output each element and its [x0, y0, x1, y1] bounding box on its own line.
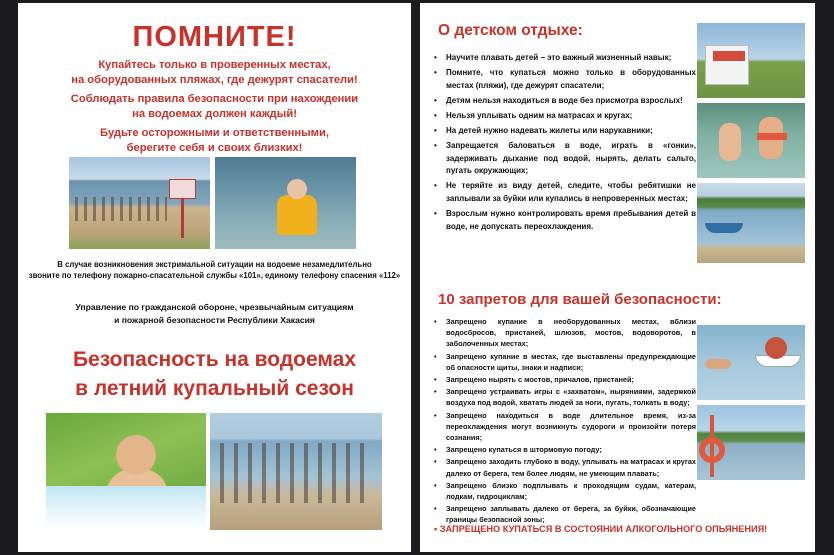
authority-name: Управление по гражданской обороне, чрезвычайным ситуациям и пожарной безопасности Республики Хакасия [75, 302, 354, 325]
list-item: • Запрещено нырять с мостов, причалов, пристаней; [434, 374, 696, 385]
children-rest-heading: О детском отдыхе: [438, 22, 583, 39]
list-item: • Научите плавать детей – это важный жизненный навык; [434, 52, 696, 65]
list-item: • Помните, что купаться можно только в оборудованных местах (пляжи), где дежурят спасатели; [434, 67, 696, 92]
lifebuoy-icon [699, 437, 725, 463]
beach-photo [69, 157, 210, 249]
rescue-station-photo [697, 23, 805, 98]
lifebuoy-photo [697, 405, 805, 480]
child-life-vest-photo [215, 157, 356, 249]
notice-rules: Соблюдать правила безопасности при нахождении на водоемах должен каждый! [70, 93, 359, 120]
boat-icon [705, 223, 743, 233]
children-rules-list [434, 52, 696, 236]
warning-sign-icon [169, 179, 196, 199]
child-splashing-photo [46, 413, 206, 530]
kids-in-water-photo [697, 103, 805, 178]
shore-people-photo [210, 413, 382, 530]
notice-careful: Будьте осторожными и ответственными, берегите себя и своих близких! [100, 127, 329, 154]
list-item: • Запрещается баловаться в воде, играть в «гонки», задерживать дыхание под водой, нырять, делать сальто, пугать окружающих; [434, 140, 696, 178]
ten-bans-heading: 10 запретов для вашей безопасности: [438, 291, 722, 308]
left-page [18, 3, 411, 552]
right-page [420, 3, 815, 552]
list-item: • Запрещено купаться в штормовую погоду; [434, 444, 696, 455]
list-item: • Детям нельзя находиться в воде без присмотра взрослых! [434, 95, 696, 108]
water-rescue-photo [697, 325, 805, 400]
list-item: • Запрещено устраивать игры с «захватом», ныряниями, задержкой воздуха под водой, хватать людей за ноги, пугать, толкать в воду; [434, 386, 696, 408]
list-item: • Запрещено заплывать далеко от берега, за буйки, обозначающие границы безопасной зоны; [434, 503, 696, 525]
list-item: • Запрещено купание в необорудованных местах, вблизи водосбросов, пристаней, шлюзов, мостов, водоворотов, в заболоченных местах; [434, 316, 696, 350]
list-item: • На детей нужно надевать жилеты или нарукавники; [434, 125, 696, 138]
list-item: • Нельзя уплывать одним на матрасах и кругах; [434, 110, 696, 123]
alcohol-warning: • ЗАПРЕЩЕНО КУПАТЬСЯ В СОСТОЯНИИ АЛКОГОЛЬНОГО ОПЬЯНЕНИЯ! [434, 524, 767, 534]
list-item: • Взрослым нужно контролировать время пребывания детей в воде, не допускать переохлаждения. [434, 208, 696, 233]
remember-heading: ПОМНИТЕ! [132, 21, 297, 53]
list-item: • Запрещено купание в местах, где выставлены предупреждающие об опасности щиты, знаки и надписи; [434, 351, 696, 373]
list-item: • Запрещено находиться в воде длительное время, из-за переохлаждения могут возникнуть судороги и произойти потеря сознания; [434, 410, 696, 444]
poster-title: Безопасность на водоемах в летний купальный сезон [72, 348, 357, 400]
list-item: • Не теряйте из виду детей, следите, чтобы ребятишки не заплывали за буйки или купались в непроверенных местах; [434, 180, 696, 205]
bans-list [434, 316, 696, 527]
notice-beaches: Купайтесь только в проверенных местах, на оборудованных пляжах, где дежурят спасатели! [71, 59, 358, 86]
emergency-phones: В случае возникновения экстримальной ситуации на водоеме незамедлительно звоните по телефону пожарно-спасательной службы «101», единому телефону спасения «112» [28, 260, 401, 280]
list-item: • Запрещено близко подплывать к проходящим судам, катерам, лодкам, гидроциклам; [434, 480, 696, 502]
list-item: • Запрещено заходить глубоко в воду, уплывать на матрасах и кругах далеко от берега, тем более людям, не умеющим плавать; [434, 456, 696, 478]
river-beach-photo [697, 183, 805, 263]
